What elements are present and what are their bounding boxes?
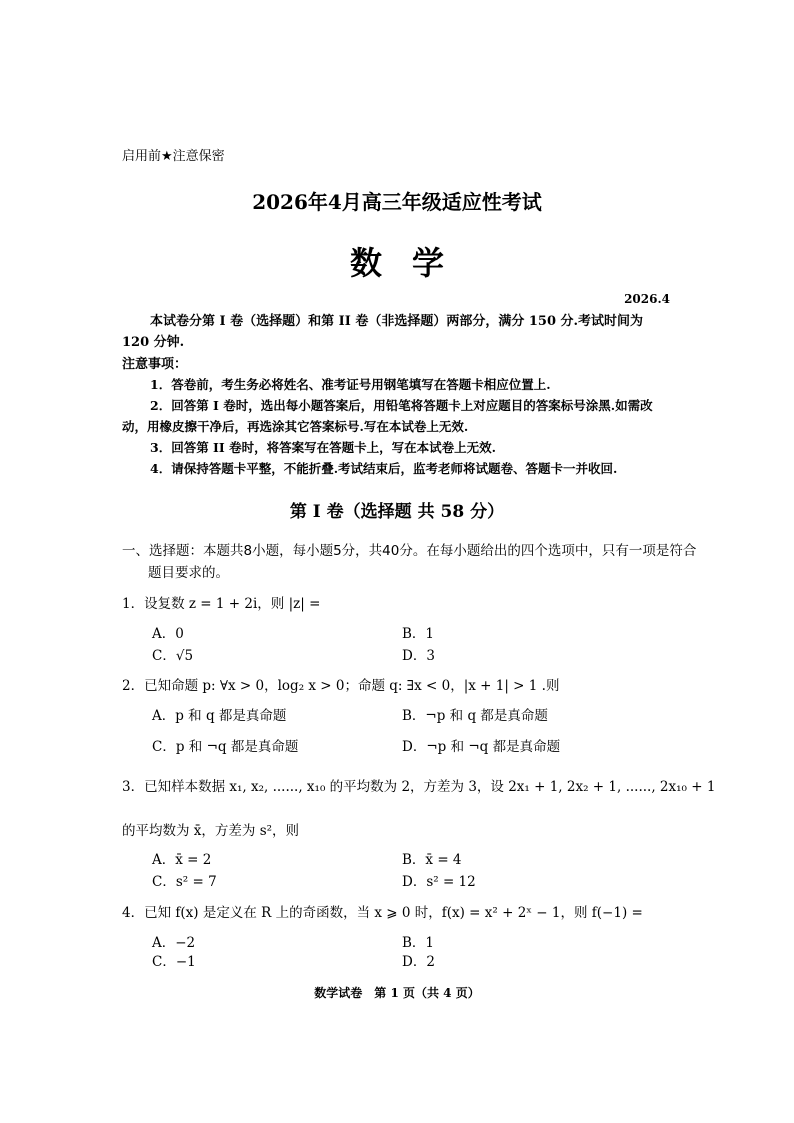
question-2-option-c: C．p 和 ¬q 都是真命题 xyxy=(152,739,299,755)
question-3-option-a: A．x̄ = 2 xyxy=(152,852,212,868)
notice-title: 注意事项： xyxy=(122,357,188,372)
question-3-stem-continued: 的平均数为 x̄，方差为 s²，则 xyxy=(122,823,300,839)
question-4-stem xyxy=(122,903,643,923)
question-1-option-a: A．0 xyxy=(152,626,184,642)
question-2-option-a: A．p 和 q 都是真命题 xyxy=(152,708,287,724)
question-number: 2． xyxy=(122,678,145,694)
question-3-stem xyxy=(122,777,715,797)
subject-title: 数学 xyxy=(349,244,474,282)
page-footer: 数学试卷 第 1 页（共 4 页） xyxy=(314,986,480,1000)
question-text: 已知命题 p: ∀x > 0，log₂ x > 0；命题 q: ∃x < 0，|x + 1| > 1 .则 xyxy=(144,678,560,694)
exam-title: 2026年4月高三年级适应性考试 xyxy=(252,190,542,214)
question-1-option-b: B．1 xyxy=(402,626,435,642)
notice-item-1: 1．答卷前，考生务必将姓名、准考证号用钢笔填写在答题卡相应位置上. xyxy=(150,377,551,392)
secrecy-label: 启用前★注意保密 xyxy=(122,149,225,164)
exam-date: 2026.4 xyxy=(624,292,670,306)
question-text: 已知 f(x) 是定义在 R 上的奇函数，当 x ⩾ 0 时，f(x) = x² + 2ˣ − 1，则 f(−1) = xyxy=(144,905,643,921)
question-4-option-a: A．−2 xyxy=(152,935,196,951)
question-1-stem xyxy=(122,594,320,614)
question-text: 设复数 z = 1 + 2i，则 |z| = xyxy=(144,596,321,612)
question-number: 1． xyxy=(122,596,145,612)
question-1-option-c: C．√5 xyxy=(152,648,194,664)
question-3-option-c: C．s² = 7 xyxy=(152,874,217,890)
question-4-option-d: D．2 xyxy=(402,954,435,970)
question-3-option-b: B．x̄ = 4 xyxy=(402,852,462,868)
section-title: 第 I 卷（选择题 共 58 分） xyxy=(289,502,505,522)
notice-item-2: 2．回答第 I 卷时，选出每小题答案后，用铅笔将答题卡上对应题目的答案标号涂黑.如需改动，用橡皮擦干净后，再选涂其它答案标号.写在本试卷上无效. xyxy=(122,398,653,434)
section-description: 一、选择题：本题共8小题，每小题5分，共40分。在每小题给出的四个选项中，只有一项是符合题目要求的。 xyxy=(122,543,697,581)
exam-intro: 本试卷分第 I 卷（选择题）和第 II 卷（非选择题）两部分，满分 150 分.考试时间为 120 分钟. xyxy=(122,314,644,350)
question-4-option-b: B．1 xyxy=(402,935,435,951)
question-4-option-c: C．−1 xyxy=(152,954,196,970)
question-2-option-b: B．¬p 和 q 都是真命题 xyxy=(402,708,548,724)
question-2-stem xyxy=(122,676,559,696)
notice-item-4: 4．请保持答题卡平整，不能折叠.考试结束后，监考老师将试题卷、答题卡一并收回. xyxy=(150,461,618,476)
question-1-option-d: D．3 xyxy=(402,648,435,664)
question-number: 4． xyxy=(122,905,145,921)
question-3-option-d: D．s² = 12 xyxy=(402,874,476,890)
notice-item-3: 3．回答第 II 卷时，将答案写在答题卡上，写在本试卷上无效. xyxy=(150,440,496,455)
question-text: 已知样本数据 x₁, x₂, ......, x₁₀ 的平均数为 2，方差为 3，设 2x₁ + 1, 2x₂ + 1, ......, 2x₁₀ + 1 xyxy=(144,779,716,795)
question-number: 3． xyxy=(122,779,145,795)
question-2-option-d: D．¬p 和 ¬q 都是真命题 xyxy=(402,739,561,755)
